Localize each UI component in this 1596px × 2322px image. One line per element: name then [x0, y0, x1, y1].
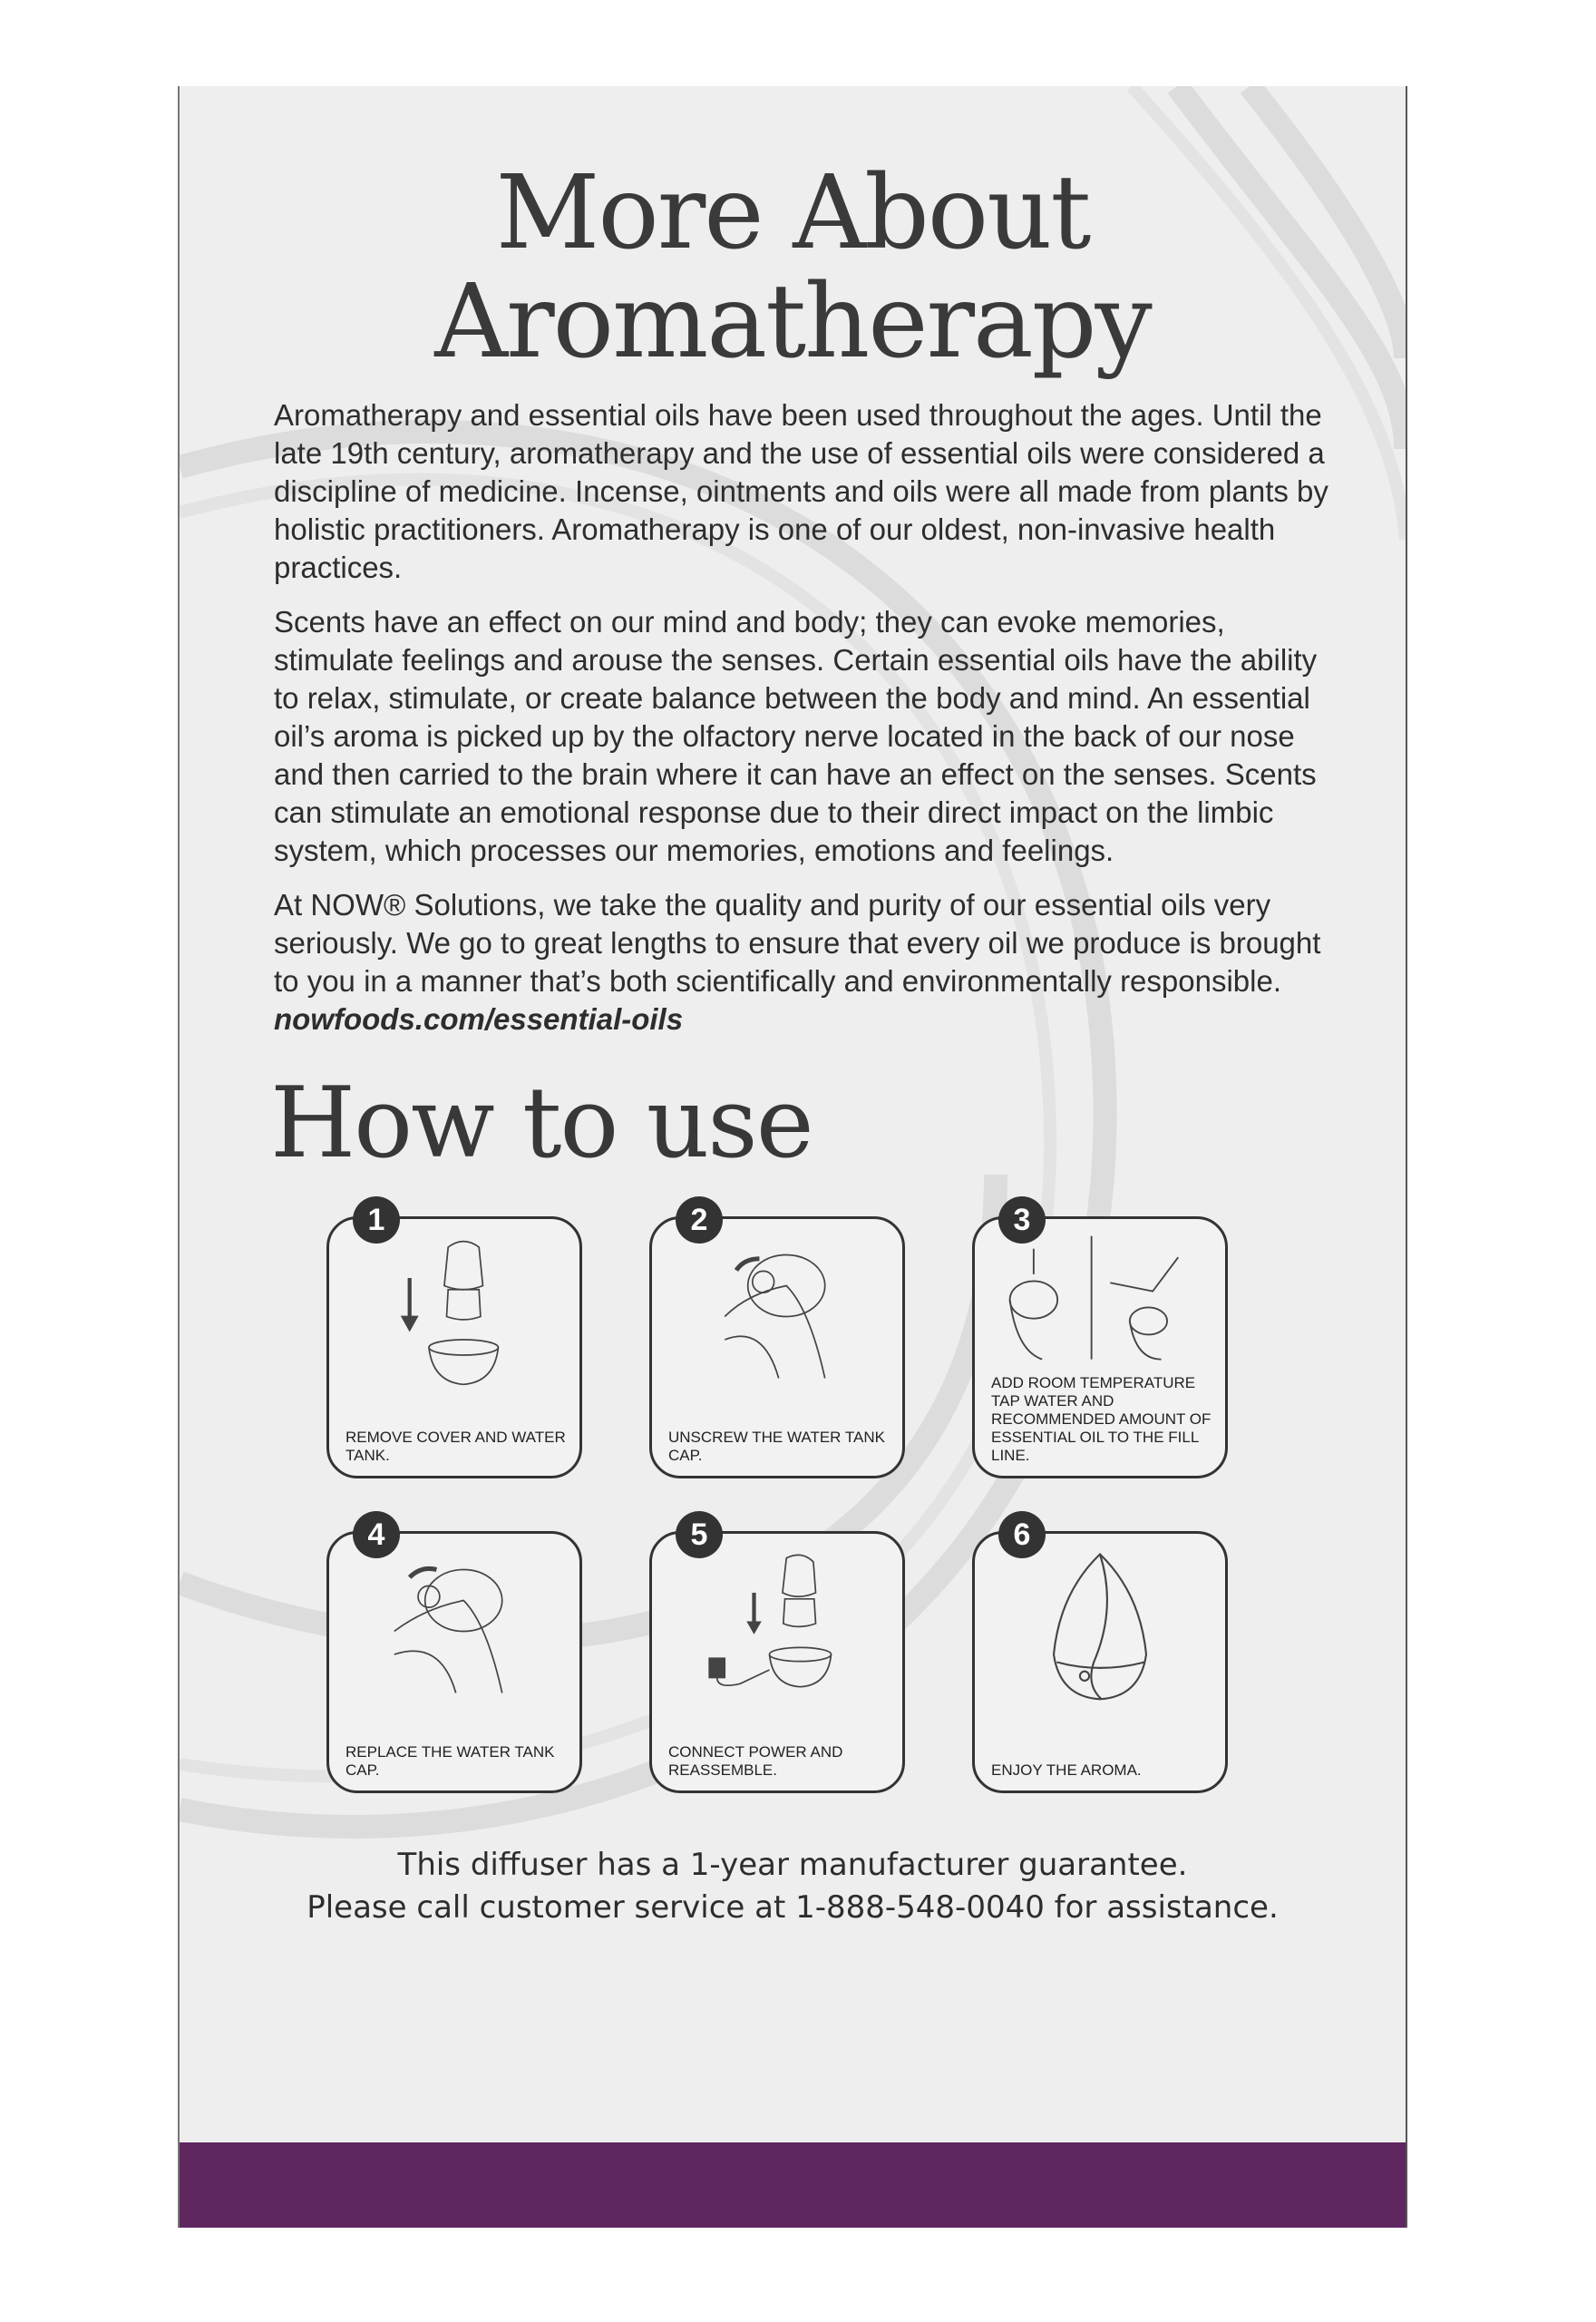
how-to-use-heading: How to use [270, 1067, 813, 1180]
step-card-1 [326, 1203, 582, 1478]
step-number-badge: 1 [353, 1196, 400, 1244]
step-number-badge: 4 [353, 1511, 400, 1558]
step-caption: UNSCREW THE WATER TANK CAP. [668, 1429, 885, 1464]
steps-grid [180, 1203, 1406, 1790]
assembled-diffuser-illustration [975, 1546, 1225, 1701]
step-caption: REMOVE COVER AND WATER TANK. [345, 1429, 566, 1464]
paragraph: Scents have an effect on our mind and body; they can evoke memories, stimulate feelings and arouse the senses. Certain essential oils have the ability to relax, stimulate, or create balance between the body and mind. An essential oil’s aroma is picked up by the olfactory nerve located in the back of our nose and then carried to the brain where it can have an effect on the senses. Scents can stimulate an emotional response due to their direct impact on the limbic system, which processes our memories, emotions and feelings. [274, 605, 1318, 867]
step-caption: ADD ROOM TEMPERATURE TAP WATER AND RECOMMENDED AMOUNT OF ESSENTIAL OIL TO THE FILL LINE. [991, 1374, 1212, 1464]
diffuser-disassembly-illustration [329, 1232, 579, 1386]
package-panel [178, 86, 1407, 2228]
step-caption: CONNECT POWER AND REASSEMBLE. [668, 1743, 843, 1779]
unscrew-cap-illustration [652, 1232, 902, 1386]
purple-footer-band [180, 2142, 1406, 2228]
customer-service-line: Please call customer service at 1-888-548-0040 for assistance. [307, 1889, 1279, 1926]
title-line-2: Aromatherapy [434, 263, 1151, 381]
step-caption: ENJOY THE AROMA. [991, 1761, 1142, 1779]
step-number-badge: 5 [676, 1511, 723, 1558]
title-line-1: More About [495, 154, 1090, 272]
step-number-badge: 6 [998, 1511, 1046, 1558]
content-column [180, 86, 1406, 1929]
add-water-and-oil-illustration [975, 1232, 1225, 1368]
step-caption: REPLACE THE WATER TANK CAP. [345, 1743, 555, 1779]
step-card-5 [649, 1517, 905, 1793]
step-card-6 [972, 1517, 1228, 1793]
page-title [180, 154, 1406, 381]
step-number-badge: 3 [998, 1196, 1046, 1244]
guarantee-text [180, 1844, 1406, 1929]
paragraph [274, 886, 1335, 1039]
step-card-3 [972, 1203, 1228, 1478]
website-link[interactable]: nowfoods.com/essential-oils [274, 1002, 684, 1036]
guarantee-line: This diffuser has a 1-year manufacturer guarantee. [397, 1847, 1188, 1883]
body-text [274, 396, 1335, 1055]
replace-cap-illustration [329, 1546, 579, 1701]
step-number-badge: 2 [676, 1196, 723, 1244]
paragraph-text: At NOW® Solutions, we take the quality and purity of our essential oils very seriously. We go to great lengths to ensure that every oil we produce is brought to you in a manner that’s both scientifically and environmentally responsible. [274, 888, 1321, 998]
step-card-4 [326, 1517, 582, 1793]
step-card-2 [649, 1203, 905, 1478]
connect-power-illustration [652, 1546, 902, 1701]
paragraph: Aromatherapy and essential oils have been used throughout the ages. Until the late 19th century, aromatherapy and the use of essential oils were considered a discipline of medicine. Incense, ointments and oils were all made from plants by holistic practitioners. Aromatherapy is one of our oldest, non-invasive health practices. [274, 398, 1328, 584]
